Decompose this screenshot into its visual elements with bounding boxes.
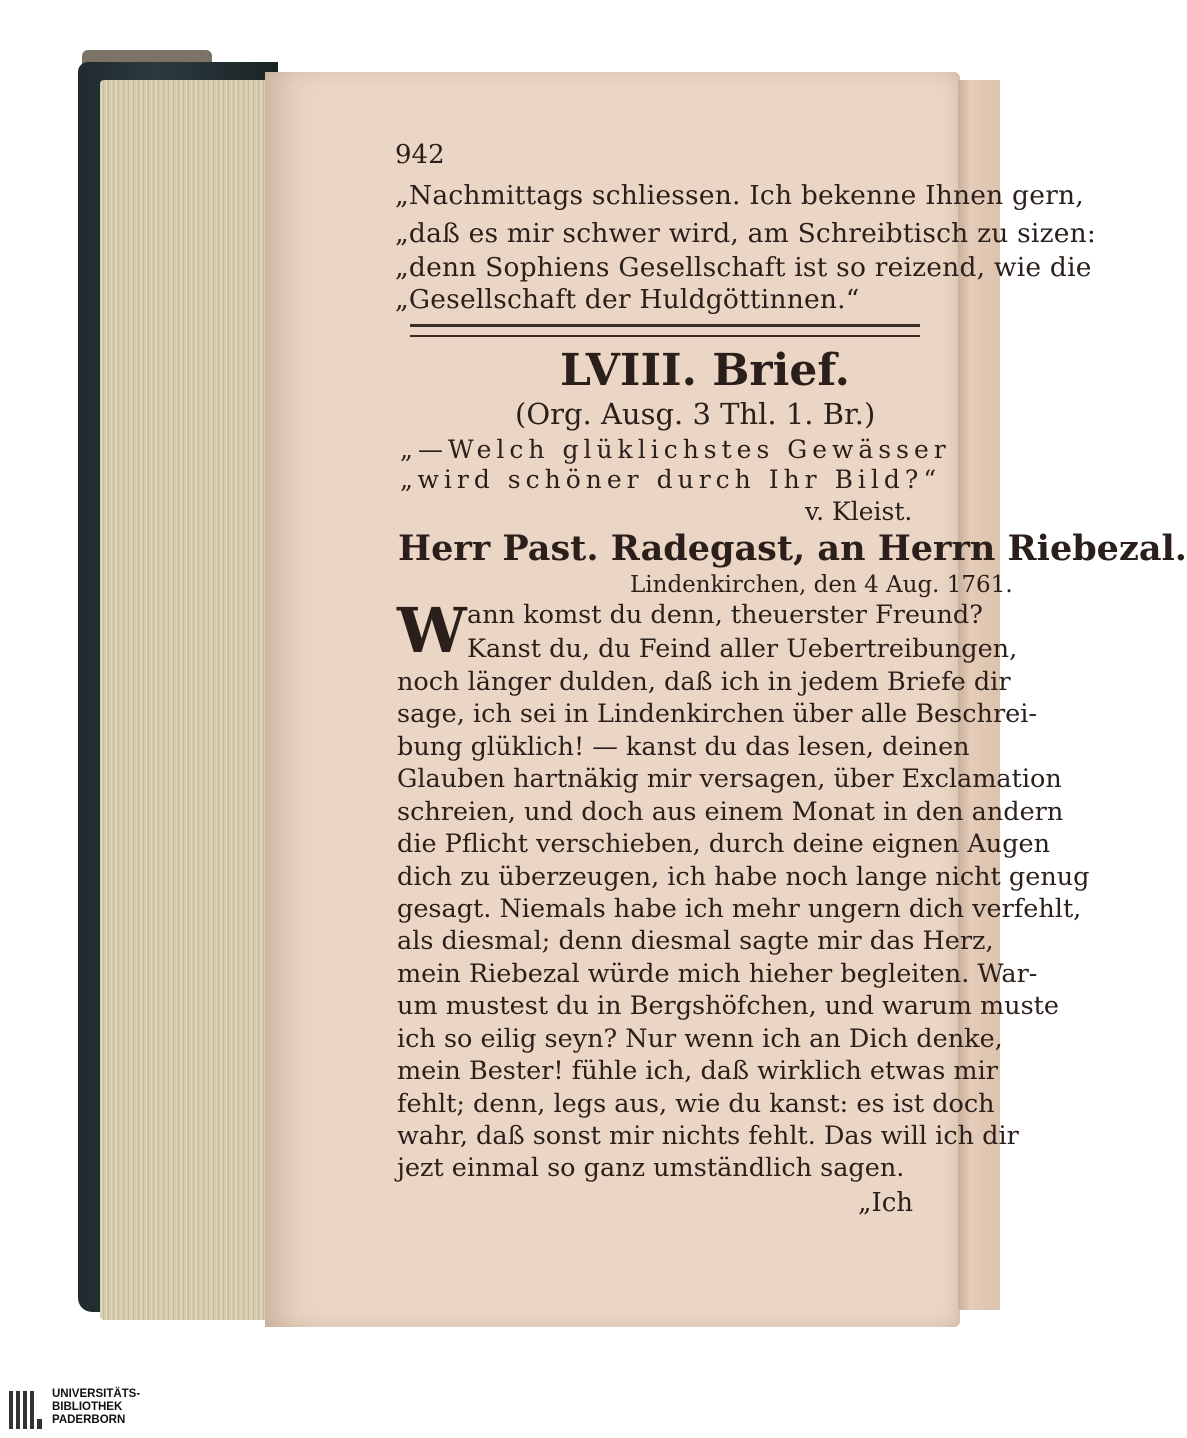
page-number: 942	[395, 140, 445, 170]
body-line: um mustest du in Bergshöfchen, und warum muste	[397, 991, 1060, 1021]
body-line: sage, ich sei in Lindenkirchen über alle Beschrei-	[397, 699, 1037, 729]
library-name-line: BIBLIOTHEK	[52, 1401, 123, 1413]
letter-heading: LVIII. Brief.	[560, 345, 850, 396]
body-line: Kanst du, du Feind aller Uebertreibungen,	[467, 634, 1018, 664]
letter-dateline: Lindenkirchen, den 4 Aug. 1761.	[630, 572, 1013, 598]
section-rule	[410, 324, 920, 337]
body-line: schreien, und doch aus einem Monat in den andern	[397, 797, 1064, 827]
edition-reference: (Org. Ausg. 3 Thl. 1. Br.)	[515, 397, 876, 431]
library-logo-icon	[8, 1389, 44, 1431]
body-line: als diesmal; denn diesmal sagte mir das Herz,	[397, 926, 994, 956]
body-line: mein Riebezal würde mich hieher begleiten. War-	[397, 959, 1038, 989]
library-footer	[0, 1388, 1000, 1438]
motto-line: „wird schöner durch Ihr Bild?“	[400, 465, 942, 494]
body-line: ann komst du denn, theuerster Freund?	[467, 600, 983, 630]
page-block-edges	[100, 80, 275, 1320]
body-line: jezt einmal so ganz umständlich sagen.	[397, 1153, 905, 1183]
top-line: „denn Sophiens Gesellschaft ist so reizend, wie die	[395, 252, 1092, 283]
body-line: ich so eilig seyn? Nur wenn ich an Dich denke,	[397, 1024, 1003, 1054]
library-name-line: PADERBORN	[52, 1414, 126, 1426]
library-name	[52, 1388, 140, 1427]
body-line: bung glüklich! — kanst du das lesen, deinen	[397, 732, 970, 762]
body-line: noch länger dulden, daß ich in jedem Briefe dir	[397, 667, 1011, 697]
motto-author: v. Kleist.	[805, 497, 913, 526]
decorated-initial: W	[397, 594, 467, 667]
catchword: „Ich	[858, 1188, 914, 1218]
motto-line: „—Welch glüklichstes Gewässer	[400, 435, 951, 464]
library-name-line: UNIVERSITÄTS-	[52, 1388, 141, 1400]
body-line: fehlt; denn, legs aus, wie du kanst: es ist doch	[397, 1089, 995, 1119]
body-line: Glauben hartnäkig mir versagen, über Exclamation	[397, 764, 1062, 794]
body-line: dich zu überzeugen, ich habe noch lange nicht genug	[397, 862, 1090, 892]
top-line: „daß es mir schwer wird, am Schreibtisch zu sizen:	[395, 218, 1097, 249]
body-line: die Pflicht verschieben, durch deine eignen Augen	[397, 829, 1051, 859]
top-line: „Nachmittags schliessen. Ich bekenne Ihnen gern,	[395, 180, 1084, 211]
body-line: gesagt. Niemals habe ich mehr ungern dich verfehlt,	[397, 894, 1082, 924]
letter-addressee: Herr Past. Radegast, an Herrn Riebezal.	[398, 528, 1187, 569]
body-line: wahr, daß sonst mir nichts fehlt. Das will ich dir	[397, 1121, 1019, 1151]
top-line: „Gesellschaft der Huldgöttinnen.“	[395, 284, 860, 315]
body-line: mein Bester! fühle ich, daß wirklich etwas mir	[397, 1056, 998, 1086]
